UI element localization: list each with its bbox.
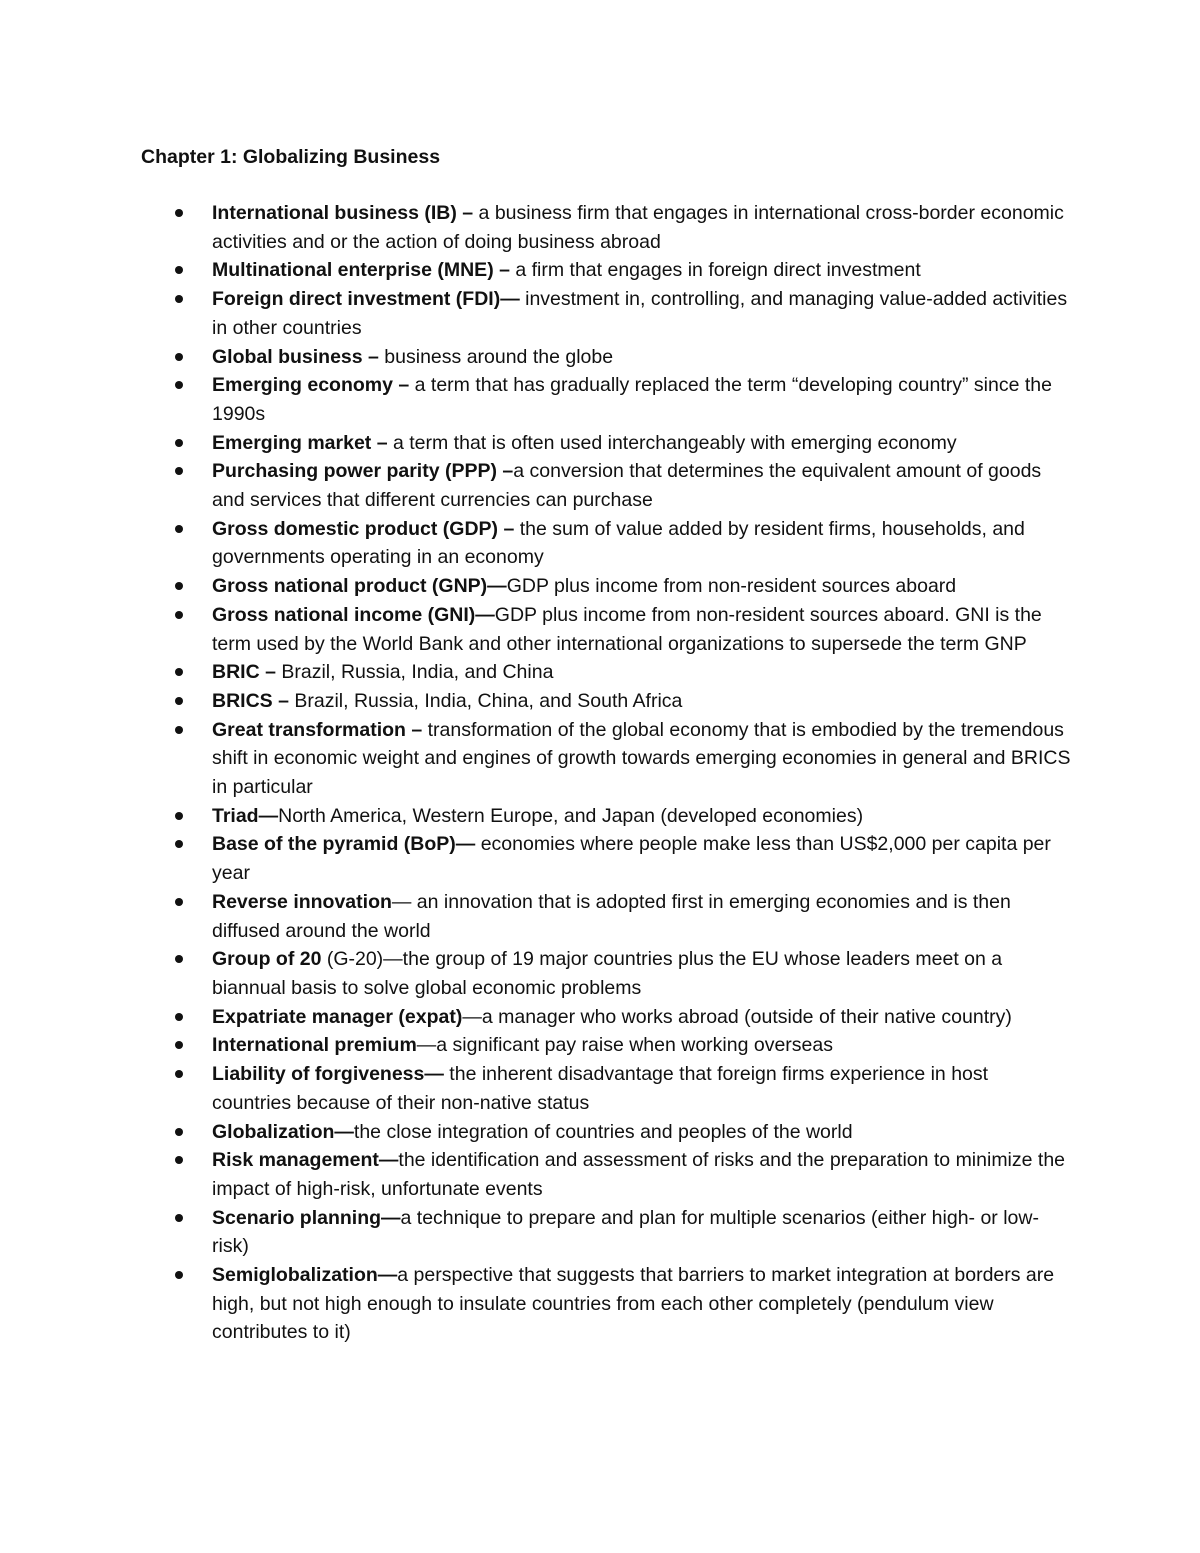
term-name: Triad— [212, 804, 279, 827]
bullet-icon [175, 353, 183, 361]
list-item [212, 572, 1072, 601]
term-name: International business (IB) – [212, 202, 474, 224]
bullet-icon [175, 1041, 183, 1049]
list-item [212, 687, 1072, 716]
list-item [212, 601, 1072, 658]
term-name: Great transformation – [212, 718, 423, 741]
bullet-icon [175, 1013, 183, 1021]
list-item [212, 429, 1072, 458]
bullet-icon [175, 668, 183, 676]
term-definition: North America, Western Europe, and Japan (developed economies) [278, 804, 864, 827]
term-name: Reverse innovation [212, 890, 392, 913]
term-definition: —a manager who works abroad (outside of their native country) [462, 1005, 1012, 1028]
term-name: Emerging economy – [212, 374, 410, 397]
bullet-icon [175, 1070, 183, 1078]
term-definition: the sum of value added by resident firms, households, and governments operating in an economy [212, 517, 1025, 569]
list-item [212, 888, 1072, 945]
bullet-icon [175, 1214, 183, 1222]
term-definition: a technique to prepare and plan for multiple scenarios (either high- or low-risk) [212, 1206, 1039, 1258]
list-item [212, 1060, 1072, 1117]
term-name: Liability of forgiveness— [212, 1063, 444, 1086]
term-definition: a conversion that determines the equivalent amount of goods and services that different currencies can purchase [212, 460, 1042, 512]
term-name: Gross domestic product (GDP) – [212, 517, 515, 540]
bullet-icon [175, 840, 183, 848]
term-name: BRIC – [212, 661, 276, 684]
bullet-icon [175, 1128, 183, 1136]
list-item [212, 1204, 1072, 1261]
term-name: Risk management— [212, 1149, 399, 1172]
list-item [212, 1031, 1072, 1060]
bullet-icon [175, 726, 183, 734]
term-name: International premium [212, 1034, 417, 1057]
bullet-icon [175, 266, 183, 274]
term-name: Foreign direct investment (FDI)— [212, 288, 520, 311]
bullet-icon [175, 1271, 183, 1279]
term-definition: the close integration of countries and peoples of the world [353, 1120, 853, 1143]
term-name: Multinational enterprise (MNE) – [212, 259, 510, 282]
list-item [212, 256, 1072, 285]
term-definition: a business firm that engages in international cross-border economic activities and or the action of doing business abroad [212, 202, 1064, 253]
term-name: Gross national product (GNP)— [212, 575, 507, 598]
bullet-icon [175, 582, 183, 590]
list-item [212, 1118, 1072, 1147]
bullet-icon [175, 1156, 183, 1164]
term-definition: — an innovation that is adopted first in emerging economies and is then diffused around the world [212, 890, 1011, 942]
term-definition: economies where people make less than US$2,000 per capita per year [212, 833, 1051, 885]
bullet-icon [175, 898, 183, 906]
term-definition: (G-20)—the group of 19 major countries plus the EU whose leaders meet on a biannual basis to solve global economic problems [212, 948, 1003, 999]
list-item [212, 945, 1072, 1002]
list-item [212, 199, 1072, 256]
term-name: Gross national income (GNI)— [212, 603, 495, 626]
list-item [212, 1003, 1072, 1032]
bullet-icon [175, 209, 183, 217]
bullet-icon [175, 439, 183, 447]
term-definition: a firm that engages in foreign direct investment [509, 259, 921, 282]
list-item [212, 457, 1072, 514]
list-item [212, 285, 1072, 342]
page-title: Chapter 1: Globalizing Business [141, 146, 441, 168]
term-name: BRICS – [212, 689, 289, 712]
list-item [212, 658, 1072, 687]
list-item [212, 515, 1072, 572]
term-name: Emerging market – [212, 431, 388, 454]
bullet-icon [175, 611, 183, 619]
term-definition: transformation of the global economy that is embodied by the tremendous shift in economic weight and engines of growth towards emerging economies in general and BRICS in particular [212, 718, 1071, 799]
term-name: Global business – [212, 345, 379, 368]
bullet-icon [175, 955, 183, 963]
term-definition: Brazil, Russia, India, and China [275, 661, 554, 684]
term-name: Base of the pyramid (BoP)— [212, 833, 476, 856]
term-name: Globalization— [212, 1120, 354, 1143]
list-item [212, 802, 1072, 831]
list-item [212, 371, 1072, 428]
term-definition: the inherent disadvantage that foreign firms experience in host countries because of their non-native status [212, 1063, 989, 1114]
bullet-icon [175, 697, 183, 705]
bullet-icon [175, 295, 183, 303]
term-definition: a perspective that suggests that barriers to market integration at borders are high, but not high enough to insulate countries from each other completely (pendulum view contributes to it) [212, 1264, 1055, 1344]
term-name: Semiglobalization— [212, 1264, 398, 1287]
term-definition: investment in, controlling, and managing value-added activities in other countries [212, 288, 1068, 339]
bullet-icon [175, 381, 183, 389]
list-item [212, 1261, 1072, 1347]
list-item [212, 830, 1072, 887]
list-item [212, 343, 1072, 372]
term-definition: a term that has gradually replaced the term “developing country” since the 1990s [212, 374, 1052, 425]
term-definition: —a significant pay raise when working overseas [416, 1034, 833, 1057]
term-name: Group of 20 [212, 948, 322, 971]
term-definition: business around the globe [378, 345, 614, 368]
term-definition: Brazil, Russia, India, China, and South Africa [288, 689, 683, 712]
term-definition: GDP plus income from non-resident sources aboard [506, 575, 957, 598]
list-item [212, 1146, 1072, 1203]
term-definition: a term that is often used interchangeably with emerging economy [387, 431, 957, 454]
glossary-list [0, 199, 1200, 1347]
list-item [212, 716, 1072, 802]
bullet-icon [175, 525, 183, 533]
term-name: Expatriate manager (expat) [212, 1005, 463, 1028]
bullet-icon [175, 467, 183, 475]
term-definition: GDP plus income from non-resident sources aboard. GNI is the term used by the World Bank and other international organizations to supersede the term GNP [212, 603, 1042, 655]
term-name: Purchasing power parity (PPP) – [212, 460, 514, 483]
term-name: Scenario planning— [212, 1206, 401, 1229]
bullet-icon [175, 812, 183, 820]
term-definition: the identification and assessment of risks and the preparation to minimize the impact of high-risk, unfortunate events [212, 1149, 1066, 1200]
